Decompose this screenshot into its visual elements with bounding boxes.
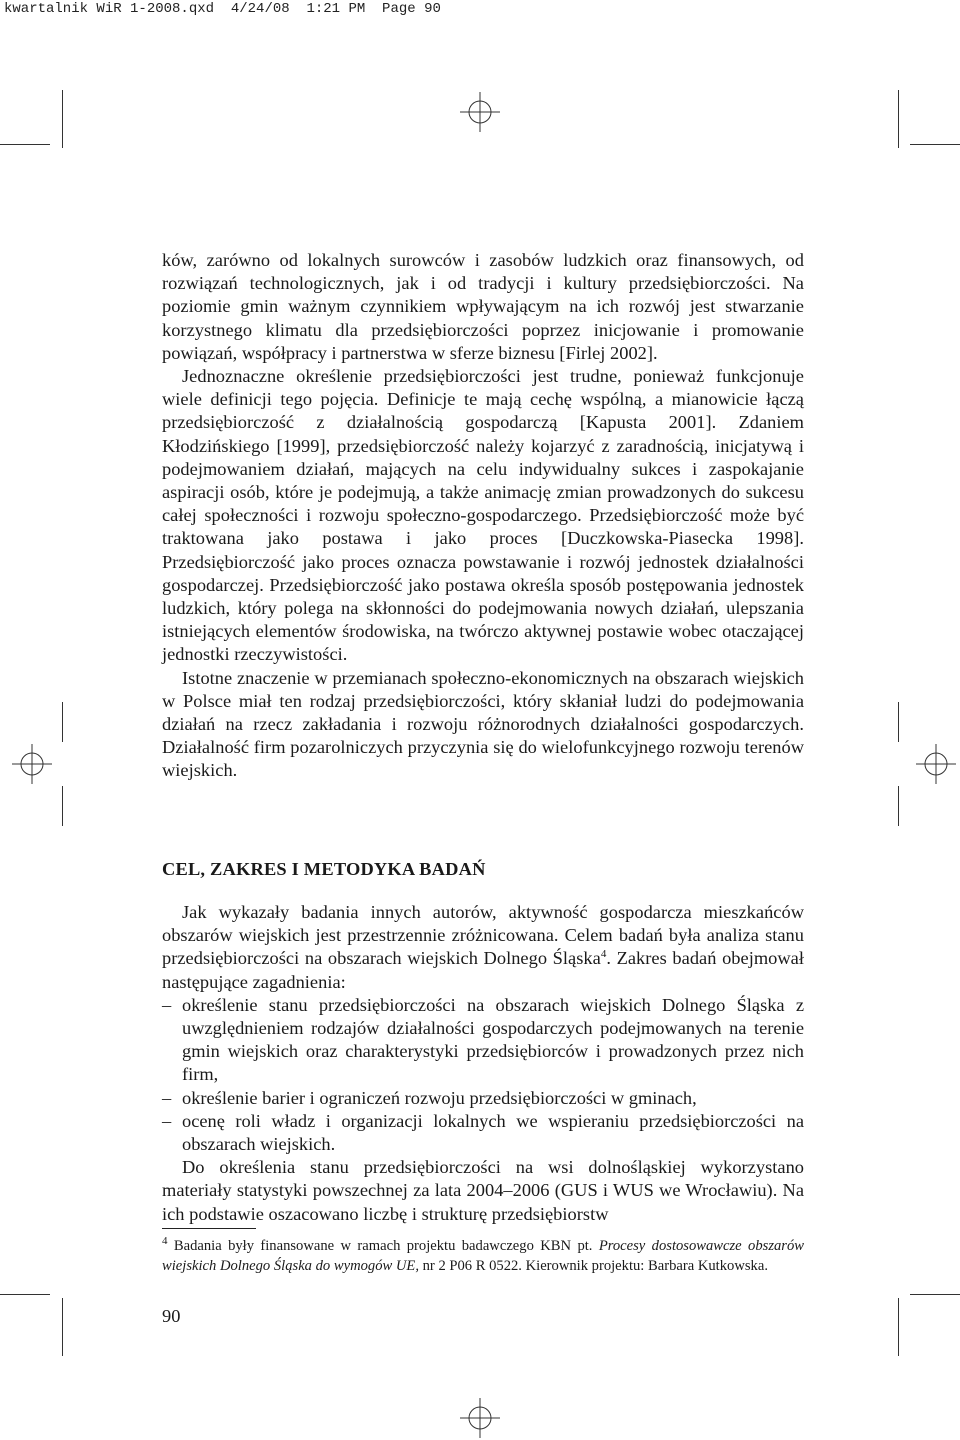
paragraph-intro: ków, zarówno od lokalnych surowców i zasobów ludzkich oraz finansowych, od rozwiązań technologicznych, jak i od tradycji i kultury przedsiębiorczości. Na poziomie gmin ważnym czynnikiem wpływającym na ich rozwój jest stwarzanie korzystnego klimatu dla przedsiębiorczości poprzez inicjowanie i promowanie powiązań, współpracy i partnerstwa w sferze biznesu [Firlej 2002].: [162, 250, 804, 363]
crop-mark-horizontal: [0, 144, 50, 145]
registration-mark-left: [12, 744, 52, 784]
footnote-text-end: nr 2 P06 R 0522. Kierownik projektu: Barbara Kutkowska.: [418, 1258, 768, 1274]
body-text-bottom: [162, 901, 804, 1226]
paragraph-aims-text-end: . Zakres badań obejmował następujące zagadnienia:: [162, 948, 804, 992]
crop-mark-vertical: [62, 1298, 63, 1356]
list-item: – ocenę roli władz i organizacji lokalnych we wspieraniu przedsiębiorczości na obszarach wiejskich.: [162, 1110, 804, 1156]
file-slug: kwartalnik WiR 1-2008.qxd 4/24/08 1:21 PM Page 90: [4, 1, 441, 17]
crop-mark-vertical: [898, 90, 899, 148]
crop-mark-horizontal: [0, 1294, 50, 1295]
footnote: [162, 1236, 804, 1276]
crop-mark-vertical: [898, 786, 899, 826]
crop-mark-vertical: [898, 1298, 899, 1356]
section-heading: CEL, ZAKRES I METODYKA BADAŃ: [162, 859, 486, 879]
footnote-text: Badania były finansowane w ramach projektu badawczego KBN pt.: [167, 1238, 599, 1254]
scope-list: [162, 994, 804, 1156]
paragraph-aims: [162, 901, 804, 994]
footnote-number: 4: [162, 1235, 168, 1248]
crop-mark-vertical: [62, 702, 63, 742]
crop-mark-vertical: [62, 786, 63, 826]
footnote-title: Procesy dostosowawcze obszarów wiejskich Dolnego Śląska do wymogów UE,: [162, 1238, 804, 1274]
crop-mark-vertical: [62, 90, 63, 148]
crop-mark-horizontal: [910, 144, 960, 145]
page-number: 90: [162, 1306, 181, 1326]
crop-mark-horizontal: [910, 1294, 960, 1295]
registration-mark-top: [460, 92, 500, 132]
paragraph-significance: Istotne znaczenie w przemianach społeczno-ekonomicznych na obszarach wiejskich w Polsce miał ten rodzaj przedsiębiorczości, który skłaniał ludzi do podejmowania działań na rzecz zakładania i rozwoju różnorodnych działalności gospodarczych. Działalność firm pozarolniczych przyczynia się do wielofunkcyjnego rozwoju terenów wiejskich.: [162, 667, 804, 781]
paragraph-method: Do określenia stanu przedsiębiorczości na wsi dolnośląskiej wykorzystano materiały statystyki powszechnej za lata 2004–2006 (GUS i WUS we Wrocławiu). Na ich podstawie oszacowano liczbę i strukturę przedsiębiorstw: [162, 1157, 804, 1224]
footnote-reference: 4: [600, 948, 607, 961]
list-item: – określenie barier i ograniczeń rozwoju przedsiębiorczości w gminach,: [162, 1087, 804, 1110]
list-item: – określenie stanu przedsiębiorczości na obszarach wiejskich Dolnego Śląska z uwzględnieniem rodzajów działalności gospodarczych podejmowanych na terenie gmin wiejskich oraz charakterystyki przedsiębiorców i prowadzonych przez nich firm,: [162, 994, 804, 1087]
paragraph-definition: Jednoznaczne określenie przedsiębiorczości jest trudne, ponieważ funkcjonuje wiele definicji tego pojęcia. Definicje te mają cechę wspólną, a mianowicie łączą przedsiębiorczość z działalnością gospodarczą [Kapusta 2001]. Zdaniem Kłodzińskiego [1999], przedsiębiorczość należy kojarzyć z zaradnością, inicjatywą i podejmowaniem działań, mających na celu indywidualny sukces i zaspokajanie aspiracji osób, które je podejmują, a także animację zmian prowadzonych do sukcesu całej społeczności i rozwoju społeczno-gospodarczego. Przedsiębiorczość może być traktowana jako postawa i jako proces [Duczkowska-Piasecka 1998]. Przedsiębiorczość jako proces oznacza powstawanie i rozwój jednostek działalności gospodarczej. Przedsiębiorczość jako postawa określa sposób postępowania jednostek ludzkich, który polega na skłonności do podejmowania nowych działań, ulepszania istniejących elementów środowiska, na twórczo aktywnej postawie wobec otaczającej jednostki rzeczywistości.: [162, 366, 804, 665]
crop-mark-vertical: [898, 702, 899, 742]
footnote-divider: [162, 1228, 256, 1229]
registration-mark-bottom: [460, 1398, 500, 1438]
registration-mark-right: [916, 744, 956, 784]
paragraph-aims-text: Jak wykazały badania innych autorów, aktywność gospodarcza mieszkańców obszarów wiejskich jest przestrzennie zróżnicowana. Celem badań była analiza stanu przedsiębiorczości na obszarach wiejskich Dolnego Śląska: [162, 902, 804, 969]
body-text-top: [162, 249, 804, 783]
